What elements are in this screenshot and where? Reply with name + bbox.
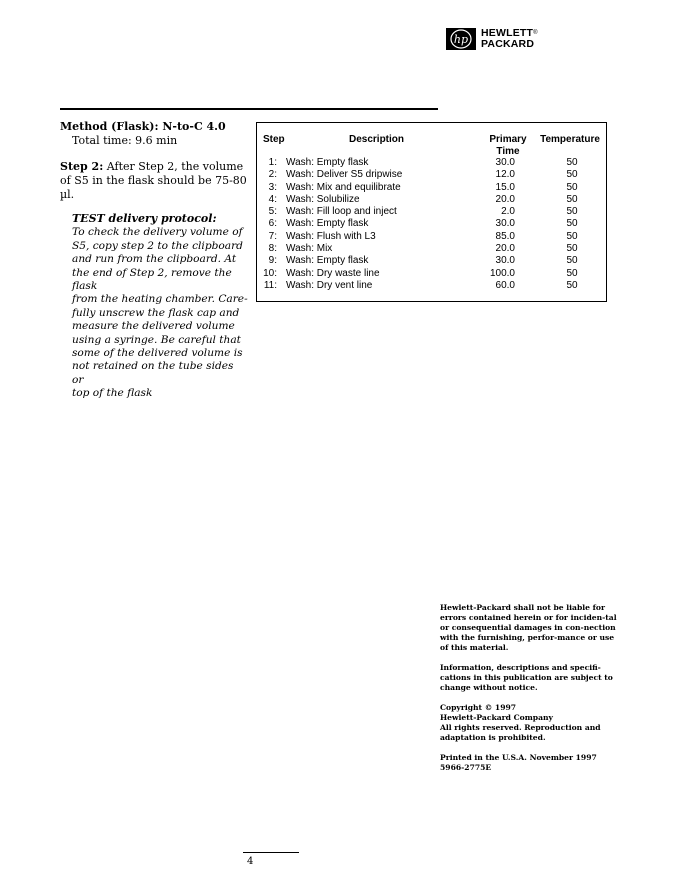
header-primary-time: Primary Time	[489, 134, 527, 157]
step-time: 60.0	[495, 279, 515, 291]
step-number: 1:	[268, 157, 277, 168]
protocol-line: using a syringe. Be careful that	[72, 333, 241, 346]
step-time: 30.0	[495, 218, 515, 230]
legal-notice	[440, 603, 618, 783]
step-temperature: 50	[566, 230, 578, 242]
hp-logo-icon	[446, 28, 476, 50]
step-time: 30.0	[495, 157, 515, 168]
protocol-line: from the heating chamber. Care-	[72, 293, 248, 306]
step-temperature: 50	[566, 267, 578, 279]
protocol-line: not retained on the tube sides or	[72, 360, 234, 386]
protocol-title: TEST delivery protocol:	[72, 212, 217, 225]
step-temperature: 50	[566, 243, 578, 255]
hp-logo-glyph: hp	[453, 33, 469, 46]
hp-logo	[446, 28, 538, 50]
step-number: 10:	[263, 267, 277, 279]
protocol-line: some of the delivered volume is	[72, 347, 243, 360]
step-time: 20.0	[495, 243, 515, 255]
step-description: Wash: Deliver S5 dripwise	[286, 169, 403, 181]
step-number: 3:	[268, 181, 277, 193]
step-temperature: 50	[566, 206, 578, 218]
step-temperature: 50	[566, 218, 578, 230]
step-time: 85.0	[495, 230, 515, 242]
step-temperature: 50	[566, 181, 578, 193]
footer-divider	[243, 852, 299, 853]
header-temperature: Temperature	[540, 134, 600, 145]
top-divider	[60, 108, 438, 110]
table-row	[257, 255, 606, 267]
hp-logo-text: HEWLETT® PACKARD	[481, 27, 538, 50]
table-row	[257, 182, 606, 194]
step-temperature: 50	[566, 193, 578, 205]
step-temperature: 50	[566, 157, 578, 168]
copyright-text: Copyright © 1997 Hewlett-Packard Company All rights reserved. Reproduction and adaptation is prohibited.	[440, 703, 601, 742]
header-description: Description	[349, 134, 405, 145]
step-description: Wash: Fill loop and inject	[286, 206, 397, 218]
table-row	[257, 243, 606, 255]
step-time: 2.0	[501, 206, 515, 218]
step2-note: Step 2: After Step 2, the volume of S5 in the flask should be 75-80 µl.	[60, 160, 247, 201]
step-description: Wash: Dry waste line	[286, 267, 380, 279]
protocol-line: and run from the clipboard. At	[72, 253, 237, 266]
step-description: Wash: Dry vent line	[286, 279, 373, 291]
header-step: Step	[263, 134, 285, 145]
step-number: 11:	[263, 279, 277, 291]
protocol-line: To check the delivery volume of	[72, 226, 243, 239]
liability-text: Hewlett-Packard shall not be liable for errors contained herein or for inciden-tal or consequential damages in con-nection with the furnishing, perfor-mance or use of this material.	[440, 603, 617, 652]
step-number: 2:	[268, 169, 277, 181]
table-row	[257, 218, 606, 230]
step-number: 7:	[268, 230, 277, 242]
step-description: Wash: Flush with L3	[286, 230, 376, 242]
protocol-line: top of the flask	[72, 387, 153, 400]
step-description: Wash: Mix	[286, 243, 333, 255]
protocol-line: the end of Step 2, remove the flask	[72, 266, 232, 293]
table-row	[257, 157, 606, 169]
step-time: 100.0	[489, 267, 515, 279]
step-time: 15.0	[495, 181, 515, 193]
table-row	[257, 231, 606, 243]
protocol-line: measure the delivered volume	[72, 320, 235, 333]
printed-text: Printed in the U.S.A. November 1997 5966-2775E	[440, 753, 597, 772]
table-row	[257, 268, 606, 280]
step-temperature: 50	[566, 279, 578, 291]
step-number: 4:	[268, 193, 277, 205]
table-body	[257, 157, 606, 292]
step-time: 12.0	[495, 169, 515, 181]
total-time: Total time: 9.6 min	[72, 134, 178, 147]
table-row	[257, 194, 606, 206]
step-number: 8:	[268, 243, 277, 255]
method-title: Method (Flask): N-to-C 4.0	[60, 120, 226, 133]
step-number: 6:	[268, 218, 277, 230]
test-protocol	[72, 212, 248, 401]
step-description: Wash: Mix and equilibrate	[286, 181, 401, 193]
table-row	[257, 280, 606, 292]
method-notes	[60, 120, 248, 401]
info-text: Information, descriptions and specifi-cations in this publication are subject to change without notice.	[440, 663, 613, 692]
step-description: Wash: Solubilize	[286, 193, 360, 205]
step-time: 20.0	[495, 193, 515, 205]
page-number: 4	[247, 856, 254, 867]
table-row	[257, 169, 606, 181]
protocol-line: S5, copy step 2 to the clipboard	[72, 239, 243, 252]
step-number: 5:	[268, 206, 277, 218]
step-description: Wash: Empty flask	[286, 157, 369, 168]
step-temperature: 50	[566, 169, 578, 181]
step-description: Wash: Empty flask	[286, 218, 369, 230]
step-temperature: 50	[566, 255, 578, 267]
step-number: 9:	[268, 255, 277, 267]
protocol-line: fully unscrew the flask cap and	[72, 306, 240, 319]
table-row	[257, 206, 606, 218]
step-table	[256, 122, 607, 302]
step-description: Wash: Empty flask	[286, 255, 369, 267]
step-time: 30.0	[495, 255, 515, 267]
